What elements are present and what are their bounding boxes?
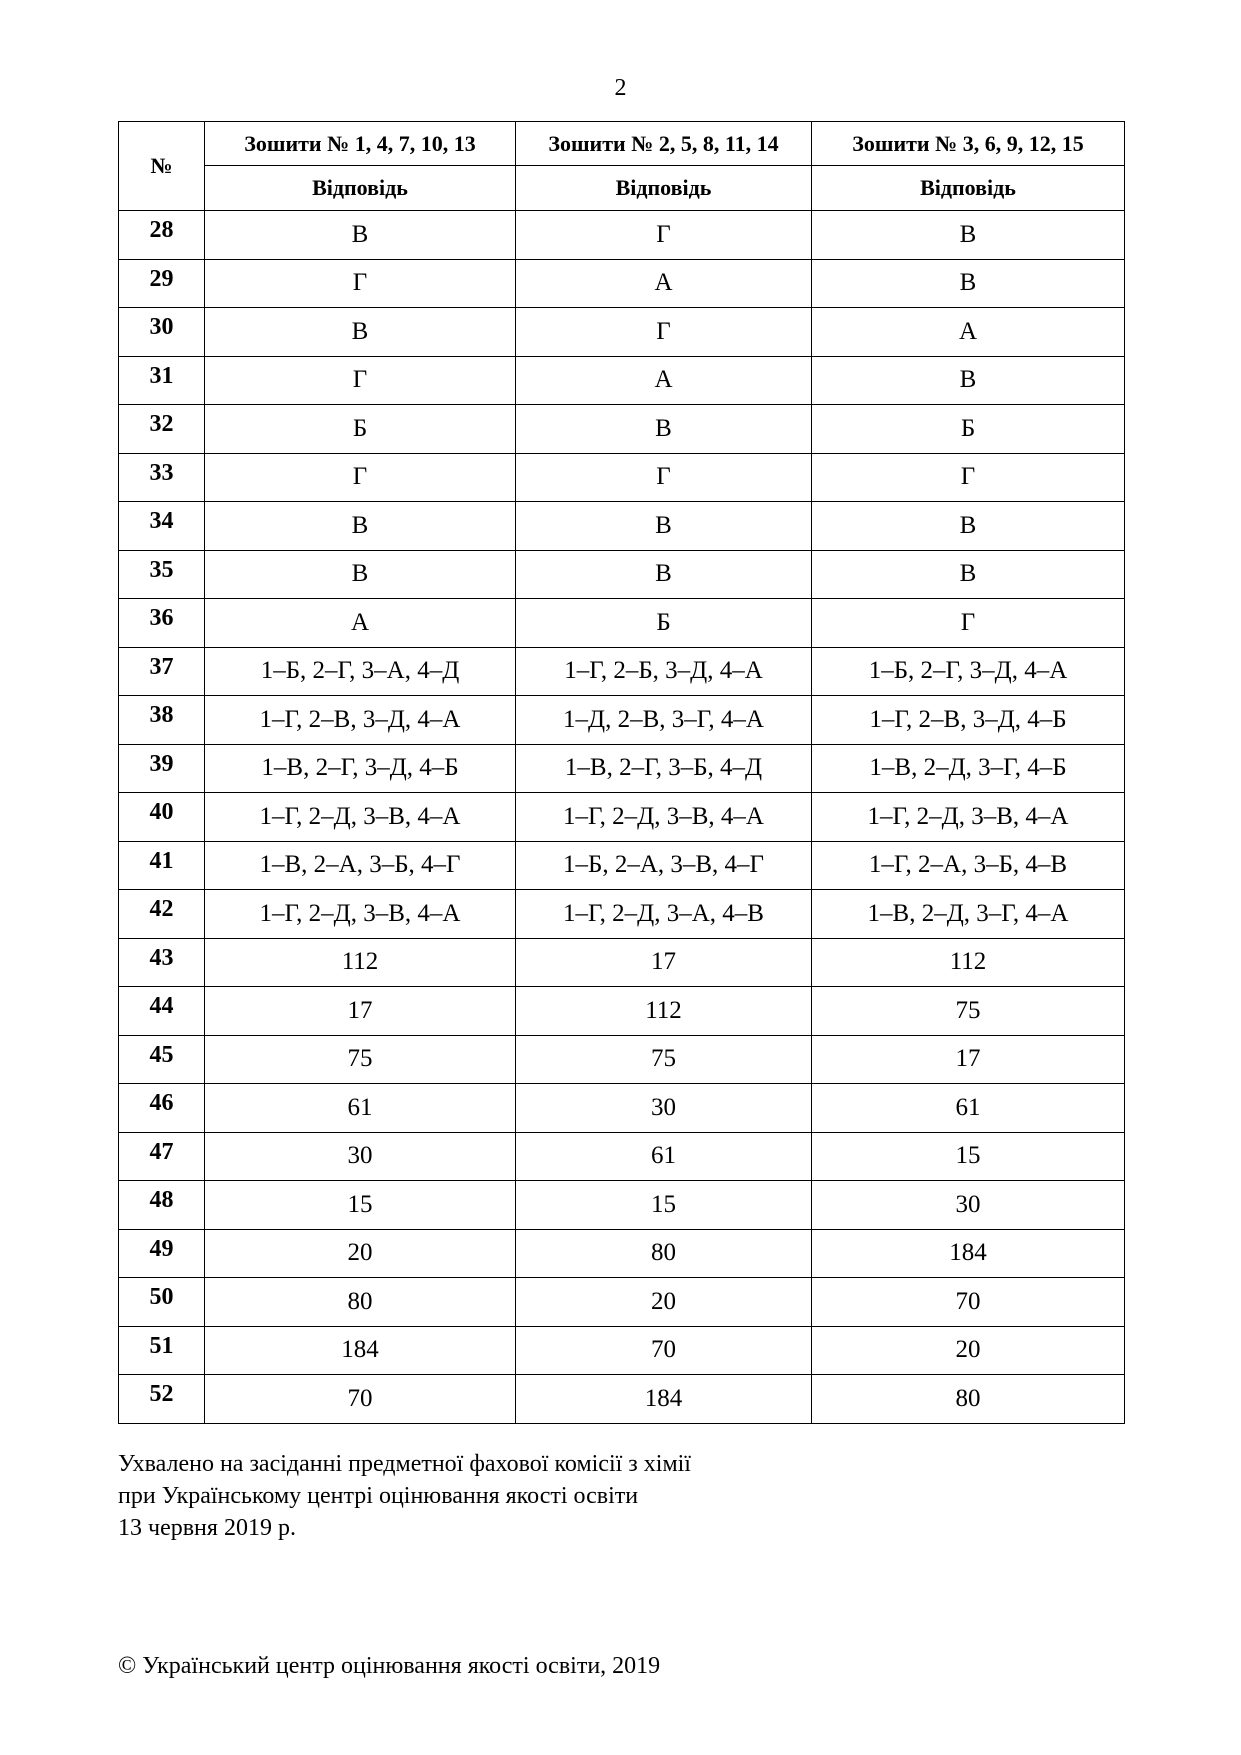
answer-set-3: 1–Г, 2–В, 3–Д, 4–Б	[812, 696, 1125, 745]
answer-set-3: 184	[812, 1229, 1125, 1278]
table-row	[119, 1132, 1125, 1181]
question-number: 33	[119, 453, 205, 502]
question-number: 30	[119, 308, 205, 357]
answer-set-2: Б	[516, 599, 812, 648]
answer-set-2: 1–Д, 2–В, 3–Г, 4–А	[516, 696, 812, 745]
answer-set-3: 1–В, 2–Д, 3–Г, 4–Б	[812, 744, 1125, 793]
answer-set-2: 1–Б, 2–А, 3–В, 4–Г	[516, 841, 812, 890]
question-number: 41	[119, 841, 205, 890]
table-row	[119, 502, 1125, 551]
approval-date: 13 червня 2019 р.	[118, 1515, 296, 1541]
answer-set-1: 112	[205, 938, 516, 987]
answer-set-2: В	[516, 405, 812, 454]
answer-set-3: 17	[812, 1035, 1125, 1084]
answer-set-3: В	[812, 356, 1125, 405]
answer-set-2: В	[516, 550, 812, 599]
answer-set-2: 1–В, 2–Г, 3–Б, 4–Д	[516, 744, 812, 793]
table-row	[119, 599, 1125, 648]
answer-subheader-set-3: Відповідь	[812, 166, 1125, 211]
answer-set-1: В	[205, 211, 516, 260]
table-row	[119, 890, 1125, 939]
question-number: 38	[119, 696, 205, 745]
answer-set-3: 20	[812, 1326, 1125, 1375]
answer-set-1: 75	[205, 1035, 516, 1084]
question-number: 50	[119, 1278, 205, 1327]
column-header-booklet-set-3: Зошити № 3, 6, 9, 12, 15	[812, 122, 1125, 166]
question-number: 46	[119, 1084, 205, 1133]
table-row	[119, 647, 1125, 696]
table-row	[119, 1084, 1125, 1133]
table-row	[119, 1278, 1125, 1327]
approval-line-1: Ухвалено на засіданні предметної фахової комісії з хімії	[118, 1451, 691, 1477]
answer-set-3: 112	[812, 938, 1125, 987]
answer-set-2: 15	[516, 1181, 812, 1230]
question-number: 31	[119, 356, 205, 405]
answer-set-3: 15	[812, 1132, 1125, 1181]
table-row	[119, 696, 1125, 745]
answer-set-1: 30	[205, 1132, 516, 1181]
answer-set-3: Г	[812, 599, 1125, 648]
question-number: 28	[119, 211, 205, 260]
answer-set-1: 1–В, 2–А, 3–Б, 4–Г	[205, 841, 516, 890]
answer-set-2: Г	[516, 453, 812, 502]
answer-set-1: 1–Г, 2–В, 3–Д, 4–А	[205, 696, 516, 745]
answer-set-3: В	[812, 211, 1125, 260]
answer-subheader-set-1: Відповідь	[205, 166, 516, 211]
answer-set-3: 80	[812, 1375, 1125, 1424]
copyright-notice: © Український центр оцінювання якості освіти, 2019	[118, 1653, 661, 1679]
table-row	[119, 744, 1125, 793]
answer-set-1: 80	[205, 1278, 516, 1327]
table-row	[119, 1229, 1125, 1278]
approval-line-2: при Українському центрі оцінювання якості освіти	[118, 1483, 639, 1509]
question-number: 35	[119, 550, 205, 599]
page-number: 2	[614, 75, 627, 101]
answer-set-1: 20	[205, 1229, 516, 1278]
table-row	[119, 211, 1125, 260]
answer-subheader-set-2: Відповідь	[516, 166, 812, 211]
answer-key-table	[118, 121, 1125, 1424]
question-number: 34	[119, 502, 205, 551]
question-number: 42	[119, 890, 205, 939]
answer-set-2: 20	[516, 1278, 812, 1327]
table-row	[119, 1181, 1125, 1230]
answer-rows	[119, 211, 1125, 1424]
answer-set-1: Б	[205, 405, 516, 454]
answer-set-3: Б	[812, 405, 1125, 454]
table-row	[119, 308, 1125, 357]
answer-set-2: А	[516, 356, 812, 405]
number-column-header: №	[119, 122, 205, 211]
answer-set-2: А	[516, 259, 812, 308]
question-number: 36	[119, 599, 205, 648]
table-row	[119, 1035, 1125, 1084]
answer-set-1: 1–Б, 2–Г, 3–А, 4–Д	[205, 647, 516, 696]
answer-set-2: 17	[516, 938, 812, 987]
answer-set-3: В	[812, 502, 1125, 551]
answer-set-1: В	[205, 550, 516, 599]
question-number: 32	[119, 405, 205, 454]
table-row	[119, 987, 1125, 1036]
answer-set-2: 30	[516, 1084, 812, 1133]
question-number: 51	[119, 1326, 205, 1375]
answer-set-2: 1–Г, 2–Д, 3–В, 4–А	[516, 793, 812, 842]
question-number: 43	[119, 938, 205, 987]
answer-set-1: Г	[205, 453, 516, 502]
answer-set-1: 61	[205, 1084, 516, 1133]
column-header-booklet-set-1: Зошити № 1, 4, 7, 10, 13	[205, 122, 516, 166]
answer-set-3: 30	[812, 1181, 1125, 1230]
question-number: 45	[119, 1035, 205, 1084]
answer-set-2: 184	[516, 1375, 812, 1424]
question-number: 47	[119, 1132, 205, 1181]
answer-set-3: 1–Б, 2–Г, 3–Д, 4–А	[812, 647, 1125, 696]
answer-set-3: 75	[812, 987, 1125, 1036]
answer-set-2: 80	[516, 1229, 812, 1278]
answer-set-1: 17	[205, 987, 516, 1036]
table-row	[119, 550, 1125, 599]
question-number: 44	[119, 987, 205, 1036]
question-number: 29	[119, 259, 205, 308]
answer-set-1: 184	[205, 1326, 516, 1375]
table-row	[119, 841, 1125, 890]
table-row	[119, 453, 1125, 502]
approval-note	[118, 1448, 691, 1544]
table-row	[119, 1375, 1125, 1424]
answer-set-3: Г	[812, 453, 1125, 502]
question-number: 39	[119, 744, 205, 793]
answer-set-2: В	[516, 502, 812, 551]
answer-set-2: Г	[516, 211, 812, 260]
question-number: 48	[119, 1181, 205, 1230]
answer-set-1: В	[205, 502, 516, 551]
answer-set-3: В	[812, 550, 1125, 599]
table-row	[119, 1326, 1125, 1375]
answer-set-3: 1–Г, 2–А, 3–Б, 4–В	[812, 841, 1125, 890]
answer-set-3: А	[812, 308, 1125, 357]
table-row	[119, 259, 1125, 308]
table-row	[119, 405, 1125, 454]
question-number: 49	[119, 1229, 205, 1278]
question-number: 40	[119, 793, 205, 842]
answer-set-1: В	[205, 308, 516, 357]
answer-set-3: 61	[812, 1084, 1125, 1133]
answer-set-1: 1–Г, 2–Д, 3–В, 4–А	[205, 793, 516, 842]
answer-set-1: Г	[205, 356, 516, 405]
answer-set-1: 1–Г, 2–Д, 3–В, 4–А	[205, 890, 516, 939]
table-row	[119, 938, 1125, 987]
answer-set-2: 61	[516, 1132, 812, 1181]
table-row	[119, 793, 1125, 842]
answer-set-2: 75	[516, 1035, 812, 1084]
answer-set-2: 70	[516, 1326, 812, 1375]
table-row	[119, 356, 1125, 405]
answer-set-2: 1–Г, 2–Д, 3–А, 4–В	[516, 890, 812, 939]
column-header-booklet-set-2: Зошити № 2, 5, 8, 11, 14	[516, 122, 812, 166]
answer-set-2: 1–Г, 2–Б, 3–Д, 4–А	[516, 647, 812, 696]
answer-set-1: 1–В, 2–Г, 3–Д, 4–Б	[205, 744, 516, 793]
question-number: 37	[119, 647, 205, 696]
answer-set-2: Г	[516, 308, 812, 357]
answer-set-3: 1–Г, 2–Д, 3–В, 4–А	[812, 793, 1125, 842]
answer-set-3: 70	[812, 1278, 1125, 1327]
answer-set-1: Г	[205, 259, 516, 308]
answer-set-1: 15	[205, 1181, 516, 1230]
answer-set-3: В	[812, 259, 1125, 308]
answer-set-1: 70	[205, 1375, 516, 1424]
answer-set-3: 1–В, 2–Д, 3–Г, 4–А	[812, 890, 1125, 939]
answer-set-1: А	[205, 599, 516, 648]
answer-set-2: 112	[516, 987, 812, 1036]
question-number: 52	[119, 1375, 205, 1424]
